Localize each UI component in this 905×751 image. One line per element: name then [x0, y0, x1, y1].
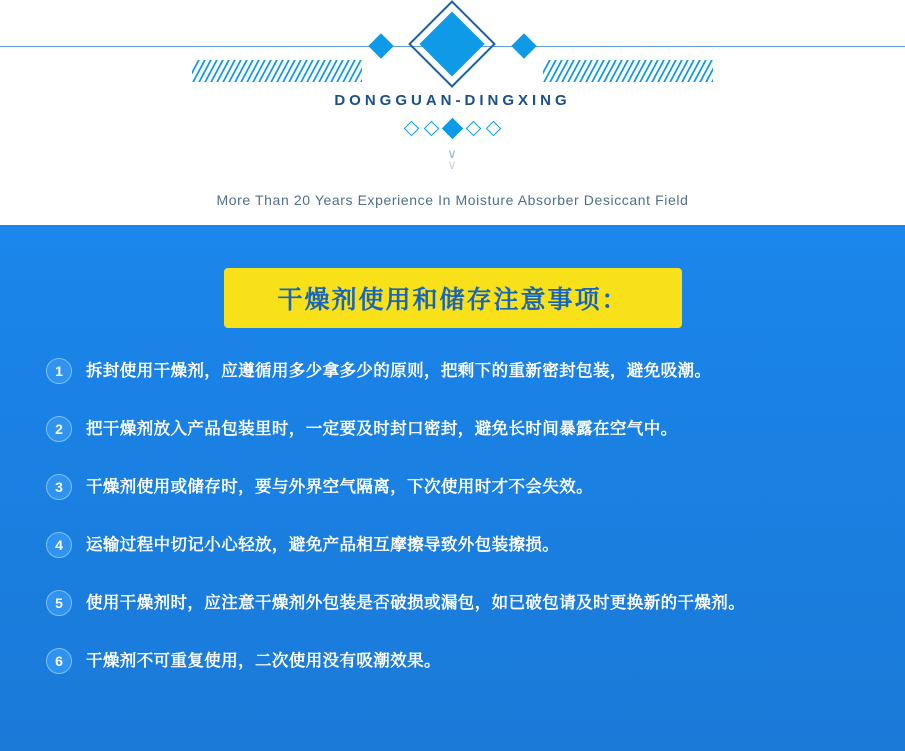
content-panel [0, 225, 905, 751]
list-item [46, 415, 876, 453]
diamond-small-icon-4 [486, 121, 502, 137]
list-item [46, 589, 876, 627]
diamond-small-filled-icon [442, 118, 463, 139]
list-item [46, 357, 876, 395]
list-item [46, 647, 876, 685]
list-item-number-badge: 6 [46, 648, 72, 674]
list-item-number-badge: 2 [46, 416, 72, 442]
diamond-ornament-row [0, 120, 905, 138]
chevron-ornament [0, 148, 905, 170]
list-item-number-badge: 1 [46, 358, 72, 384]
list-item-number-badge: 3 [46, 474, 72, 500]
brand-header [0, 0, 905, 225]
list-item-number-badge: 4 [46, 532, 72, 558]
diamond-small-icon-1 [404, 121, 420, 137]
page-title: 干燥剂使用和储存注意事项： [277, 285, 629, 314]
list-item-text: 使用干燥剂时，应注意干燥剂外包装是否破损或漏包，如已破包请及时更换新的干燥剂。 [86, 593, 746, 612]
list-item-text: 干燥剂使用或储存时，要与外界空气隔离，下次使用时才不会失效。 [86, 477, 593, 496]
notice-list [46, 357, 876, 705]
hatch-stripes-right [543, 60, 713, 82]
list-item [46, 473, 876, 511]
section-title-plate [224, 268, 682, 328]
list-item-number-badge: 5 [46, 590, 72, 616]
chevron-down-icon-1: ∨ [447, 146, 458, 161]
list-item-text: 干燥剂不可重复使用，二次使用没有吸潮效果。 [86, 651, 441, 670]
diamond-accent-left-icon [368, 33, 393, 58]
list-item-text: 运输过程中切记小心轻放，避免产品相互摩擦导致外包装擦损。 [86, 535, 560, 554]
chevron-down-icon-2: ∨ [447, 157, 458, 172]
brand-name: DONGGUAN-DINGXING [334, 92, 571, 109]
diamond-small-icon-3 [466, 121, 482, 137]
brand-tagline: More Than 20 Years Experience In Moisture Absorber Desiccant Field [216, 192, 689, 208]
list-item-text: 拆封使用干燥剂，应遵循用多少拿多少的原则，把剩下的重新密封包装，避免吸潮。 [86, 361, 712, 380]
hatch-stripes-left [192, 60, 362, 82]
list-item-text: 把干燥剂放入产品包装里时，一定要及时封口密封，避免长时间暴露在空气中。 [86, 419, 678, 438]
diamond-small-icon-2 [423, 121, 439, 137]
list-item [46, 531, 876, 569]
diamond-accent-right-icon [511, 33, 536, 58]
